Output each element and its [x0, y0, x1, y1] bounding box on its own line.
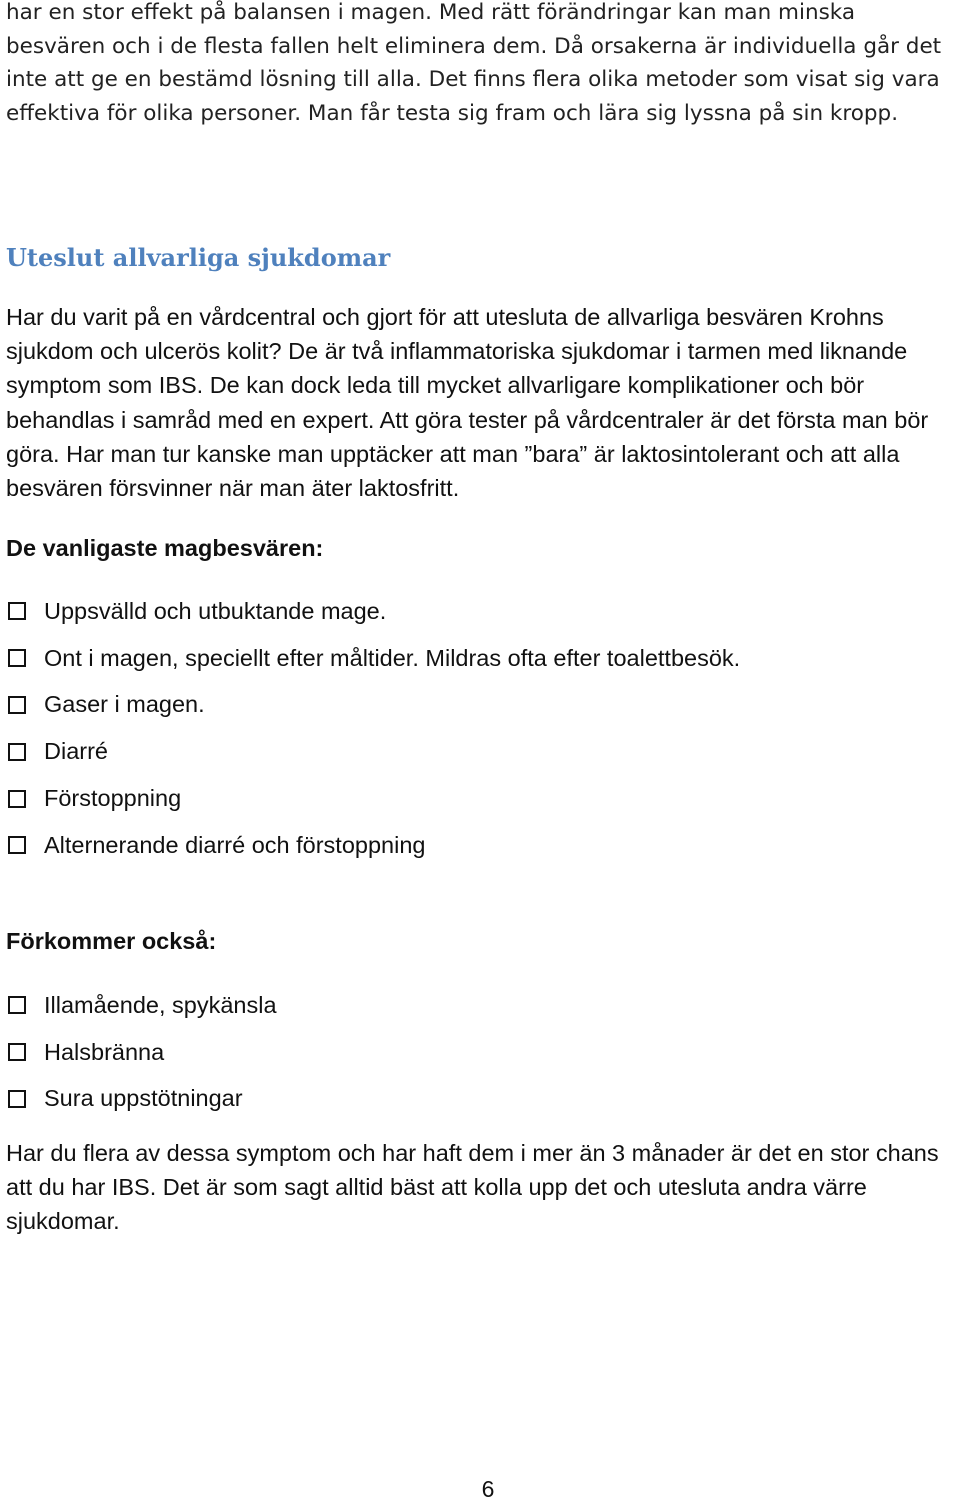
checkbox-icon: [8, 1043, 26, 1061]
section-heading: Uteslut allvarliga sjukdomar: [6, 243, 391, 272]
list-item: [6, 775, 740, 822]
section-paragraph: Har du varit på en vårdcentral och gjort för att utesluta de allvarliga besvären Krohns sjukdom och ulcerös kolit? De är två inflammatoriska sjukdomar i tarmen med liknande symptom som IBS. De kan dock leda till mycket allvarligare komplikationer och bör behandlas i samråd med en expert. Att göra tester på vårdcentraler är det första man bör göra. Har man tur kanske man upptäcker att man ”bara” är laktosintolerant och att alla besvären försvinner när man äter laktosfritt.: [6, 304, 929, 502]
list-item: [6, 1076, 277, 1123]
checkbox-icon: [8, 790, 26, 808]
checkbox-icon: [8, 996, 26, 1014]
list-item-label: Uppsvälld och utbuktande mage.: [44, 597, 387, 624]
list-item-label: Illamående, spykänsla: [44, 991, 277, 1018]
list-item-label: Diarré: [44, 738, 108, 765]
checkbox-icon: [8, 743, 26, 761]
checkbox-icon: [8, 649, 26, 667]
also-occurs-title: Förkommer också:: [6, 928, 217, 954]
intro-paragraph: har en stor effekt på balansen i magen. Med rätt förändringar kan man minska besvären och i de flesta fallen helt eliminera dem. Då orsakerna är individuella går det inte att ge en bestämd lösning till alla. Det finns flera olika metoder som visat sig vara effektiva för olika personer. Man får testa sig fram och lära sig lyssna på sin kropp.: [6, 0, 942, 126]
checkbox-icon: [8, 1090, 26, 1108]
list-item-label: Sura uppstötningar: [44, 1085, 243, 1112]
common-symptoms-list: [6, 588, 740, 869]
list-item: [6, 635, 740, 682]
list-item: [6, 588, 740, 635]
list-item-label: Halsbränna: [44, 1038, 165, 1065]
checkbox-icon: [8, 602, 26, 620]
list-item-label: Gaser i magen.: [44, 691, 205, 718]
list-item-label: Alternerande diarré och förstoppning: [44, 831, 426, 858]
checkbox-icon: [8, 696, 26, 714]
checkbox-icon: [8, 836, 26, 854]
list-item-label: Ont i magen, speciellt efter måltider. Mildras ofta efter toalettbesök.: [44, 644, 741, 671]
also-occurs-list: [6, 982, 277, 1122]
list-item: [6, 728, 740, 775]
list-item-label: Förstoppning: [44, 785, 182, 812]
list-item: [6, 982, 277, 1029]
list-item: [6, 682, 740, 729]
list-item: [6, 1029, 277, 1076]
list-item: [6, 822, 740, 869]
closing-paragraph: Har du flera av dessa symptom och har haft dem i mer än 3 månader är det en stor chans att du har IBS. Det är som sagt alltid bäst att kolla upp det och utesluta andra värre sjukdomar.: [6, 1140, 939, 1235]
page-number: 6: [481, 1476, 495, 1502]
common-symptoms-title: De vanligaste magbesvären:: [6, 535, 324, 561]
